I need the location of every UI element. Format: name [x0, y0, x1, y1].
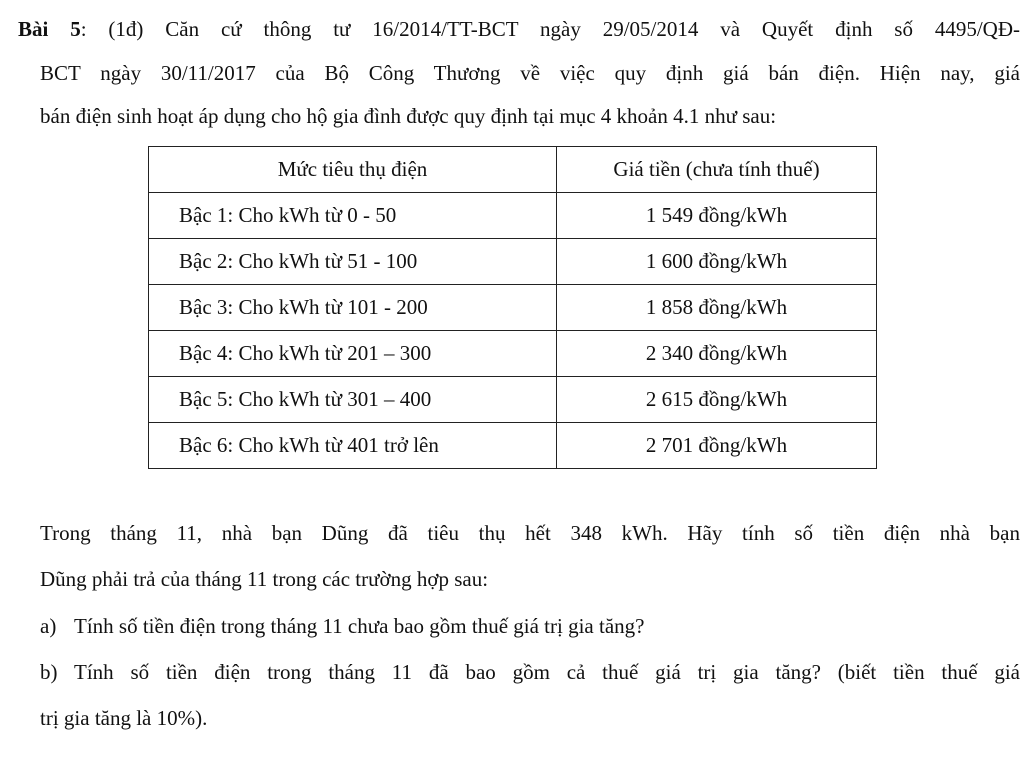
tier-level: Bậc 2: Cho kWh từ 51 - 100	[149, 239, 557, 285]
electricity-price-table	[148, 146, 877, 469]
tier-level: Bậc 1: Cho kWh từ 0 - 50	[149, 193, 557, 239]
tier-price: 1 549 đồng/kWh	[557, 193, 877, 239]
table-row	[149, 423, 877, 469]
tier-level: Bậc 6: Cho kWh từ 401 trở lên	[149, 423, 557, 469]
context-line-1: Trong tháng 11, nhà bạn Dũng đã tiêu thụ hết 348 kWh. Hãy tính số tiền điện nhà bạn	[40, 521, 1020, 545]
tier-price: 2 615 đồng/kWh	[557, 377, 877, 423]
problem-label: Bài 5	[18, 17, 81, 41]
problem-header	[18, 16, 1020, 42]
tier-price: 1 600 đồng/kWh	[557, 239, 877, 285]
table-row	[149, 285, 877, 331]
tier-price: 1 858 đồng/kWh	[557, 285, 877, 331]
question-b	[40, 659, 1020, 685]
question-b-text-line-1: Tính số tiền điện trong tháng 11 đã bao gồm cả thuế giá trị gia tăng? (biết tiền thuế giá	[74, 660, 1020, 684]
tier-price: 2 701 đồng/kWh	[557, 423, 877, 469]
question-b-text-line-2: trị gia tăng là 10%).	[40, 706, 208, 730]
tier-level: Bậc 4: Cho kWh từ 201 – 300	[149, 331, 557, 377]
table-row	[149, 331, 877, 377]
tier-level: Bậc 3: Cho kWh từ 101 - 200	[149, 285, 557, 331]
question-a-label: a)	[40, 614, 57, 638]
header-price: Giá tiền (chưa tính thuế)	[557, 147, 877, 193]
question-b-label: b)	[40, 660, 58, 684]
table-header-row	[149, 147, 877, 193]
tier-price: 2 340 đồng/kWh	[557, 331, 877, 377]
intro-line-3: bán điện sinh hoạt áp dụng cho hộ gia đình được quy định tại mục 4 khoản 4.1 như sau:	[40, 104, 777, 128]
problem-header-text: : (1đ) Căn cứ thông tư 16/2014/TT-BCT ngày 29/05/2014 và Quyết định số 4495/QĐ-	[80, 17, 1020, 41]
table-row	[149, 377, 877, 423]
table-row	[149, 193, 877, 239]
tier-level: Bậc 5: Cho kWh từ 301 – 400	[149, 377, 557, 423]
header-consumption-level: Mức tiêu thụ điện	[149, 147, 557, 193]
question-a	[40, 613, 644, 639]
intro-line-2: BCT ngày 30/11/2017 của Bộ Công Thương về việc quy định giá bán điện. Hiện nay, giá	[40, 61, 1020, 85]
table-row	[149, 239, 877, 285]
context-line-2: Dũng phải trả của tháng 11 trong các trường hợp sau:	[40, 567, 489, 591]
question-a-text: Tính số tiền điện trong tháng 11 chưa bao gồm thuế giá trị gia tăng?	[74, 614, 645, 638]
